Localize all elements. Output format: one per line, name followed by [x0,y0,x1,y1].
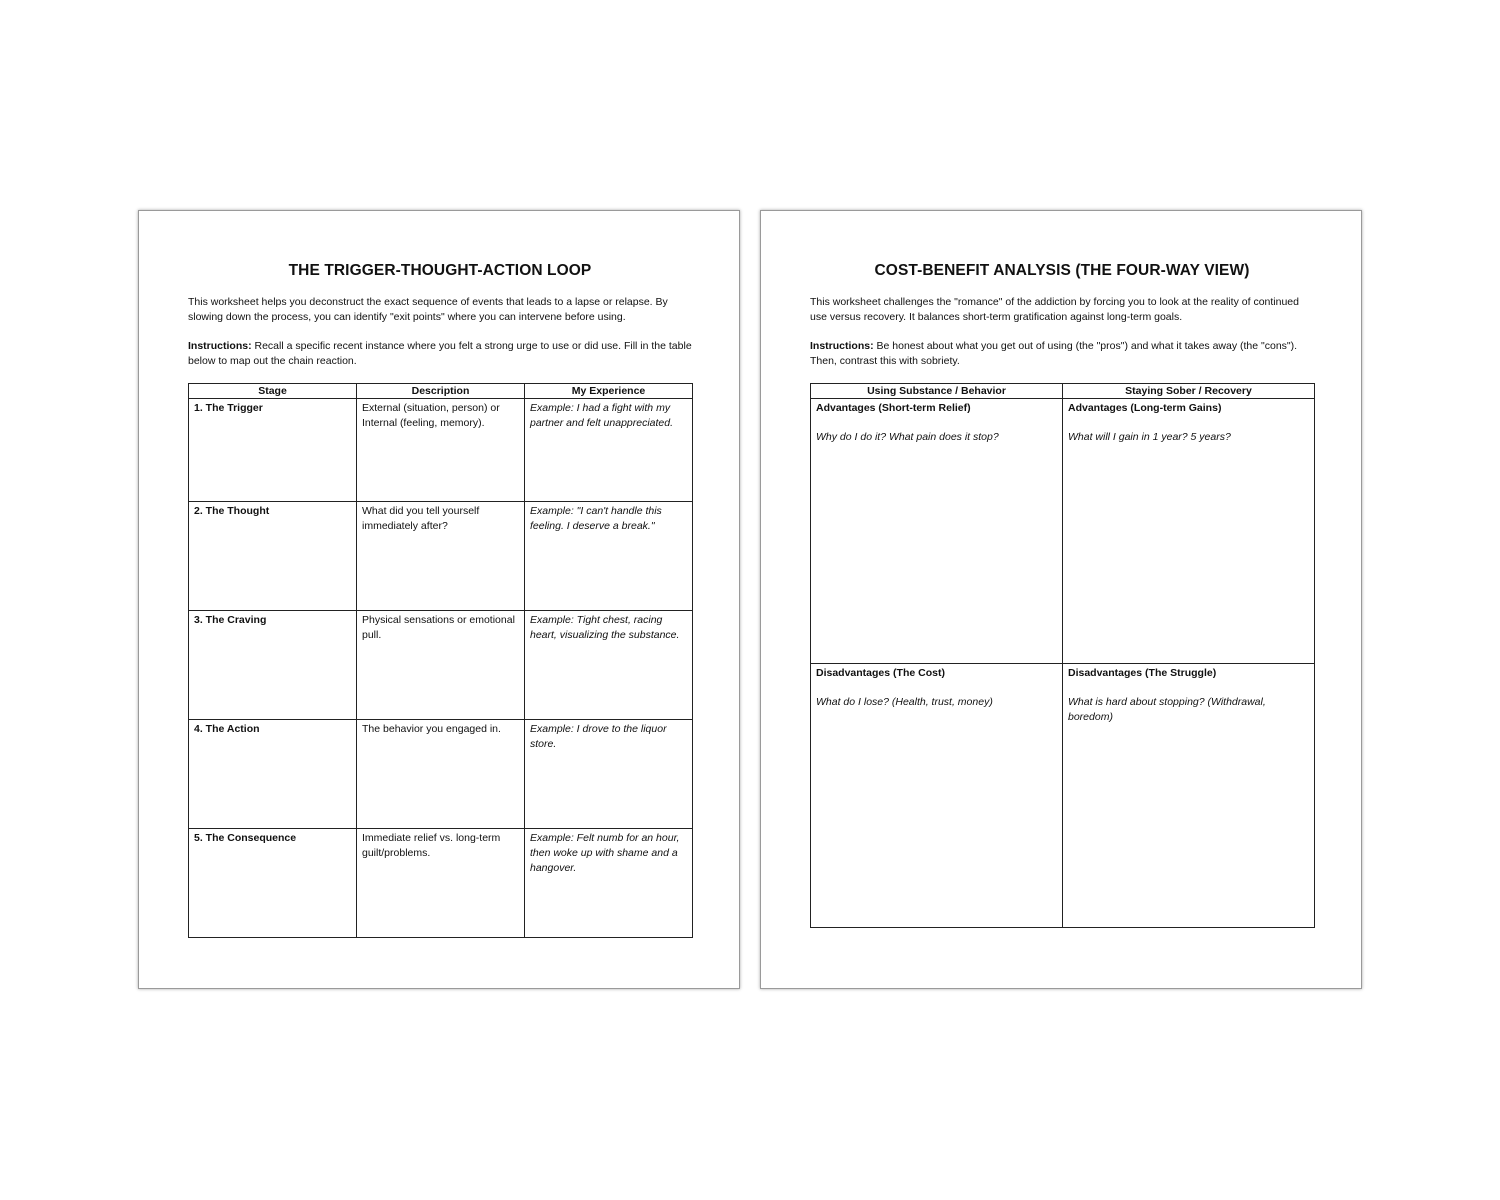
instructions-label: Instructions: [810,340,874,352]
stage-cell: 4. The Action [189,720,357,829]
table-row-advantages [811,399,1315,664]
stage-cell: 3. The Craving [189,611,357,720]
description-cell: The behavior you engaged in. [357,720,525,829]
experience-cell[interactable]: Example: I had a fight with my partner and felt unappreciated. [525,399,693,502]
quadrant-sober-advantages[interactable] [1063,399,1315,664]
page-title: COST-BENEFIT ANALYSIS (THE FOUR-WAY VIEW) [874,262,1250,279]
instructions-label: Instructions: [188,340,252,352]
instructions-paragraph [810,339,1314,369]
header-sober: Staying Sober / Recovery [1063,384,1315,399]
trigger-loop-table [188,383,693,938]
header-my-experience: My Experience [525,384,693,399]
quadrant-heading: Advantages (Short-term Relief) [816,402,971,414]
description-cell: External (situation, person) or Internal (feeling, memory). [357,399,525,502]
table-row-disadvantages [811,664,1315,928]
quadrant-heading: Advantages (Long-term Gains) [1068,402,1222,414]
description-cell: Immediate relief vs. long-term guilt/problems. [357,829,525,938]
stage-cell: 1. The Trigger [189,399,357,502]
header-description: Description [357,384,525,399]
intro-paragraph: This worksheet challenges the "romance" of the addiction by forcing you to look at the reality of continued use versus recovery. It balances short-term gratification against long-term goals. [810,296,1299,323]
instructions-text: Recall a specific recent instance where you felt a strong urge to use or did use. Fill in the table below to map out the chain reaction. [188,340,692,367]
table-row-consequence [189,829,693,938]
table-row-trigger [189,399,693,502]
header-stage: Stage [189,384,357,399]
worksheet-page-trigger-loop [138,210,740,989]
experience-cell[interactable]: Example: Tight chest, racing heart, visualizing the substance. [525,611,693,720]
stage-cell: 5. The Consequence [189,829,357,938]
quadrant-sober-disadvantages[interactable] [1063,664,1315,928]
description-cell: Physical sensations or emotional pull. [357,611,525,720]
worksheet-page-cost-benefit [760,210,1362,989]
quadrant-heading: Disadvantages (The Cost) [816,667,945,679]
quadrant-prompt: Why do I do it? What pain does it stop? [816,431,999,443]
experience-cell[interactable]: Example: I drove to the liquor store. [525,720,693,829]
stage-cell: 2. The Thought [189,502,357,611]
quadrant-using-advantages[interactable] [811,399,1063,664]
page-title: THE TRIGGER-THOUGHT-ACTION LOOP [288,262,592,279]
table-header-row [189,384,693,399]
quadrant-prompt: What is hard about stopping? (Withdrawal, boredom) [1068,696,1266,723]
experience-cell[interactable]: Example: "I can't handle this feeling. I deserve a break." [525,502,693,611]
quadrant-prompt: What will I gain in 1 year? 5 years? [1068,431,1231,443]
table-header-row [811,384,1315,399]
instructions-text: Be honest about what you get out of using (the "pros") and what it takes away (the "cons"). Then, contrast this with sobriety. [810,340,1298,367]
table-row-thought [189,502,693,611]
quadrant-prompt: What do I lose? (Health, trust, money) [816,696,993,708]
experience-cell[interactable]: Example: Felt numb for an hour, then woke up with shame and a hangover. [525,829,693,938]
instructions-paragraph [188,339,692,369]
table-row-craving [189,611,693,720]
quadrant-heading: Disadvantages (The Struggle) [1068,667,1217,679]
description-cell: What did you tell yourself immediately after? [357,502,525,611]
quadrant-using-disadvantages[interactable] [811,664,1063,928]
table-row-action [189,720,693,829]
four-way-table [810,383,1315,928]
intro-paragraph: This worksheet helps you deconstruct the exact sequence of events that leads to a lapse or relapse. By slowing down the process, you can identify "exit points" where you can intervene before using. [188,296,668,323]
header-using: Using Substance / Behavior [811,384,1063,399]
